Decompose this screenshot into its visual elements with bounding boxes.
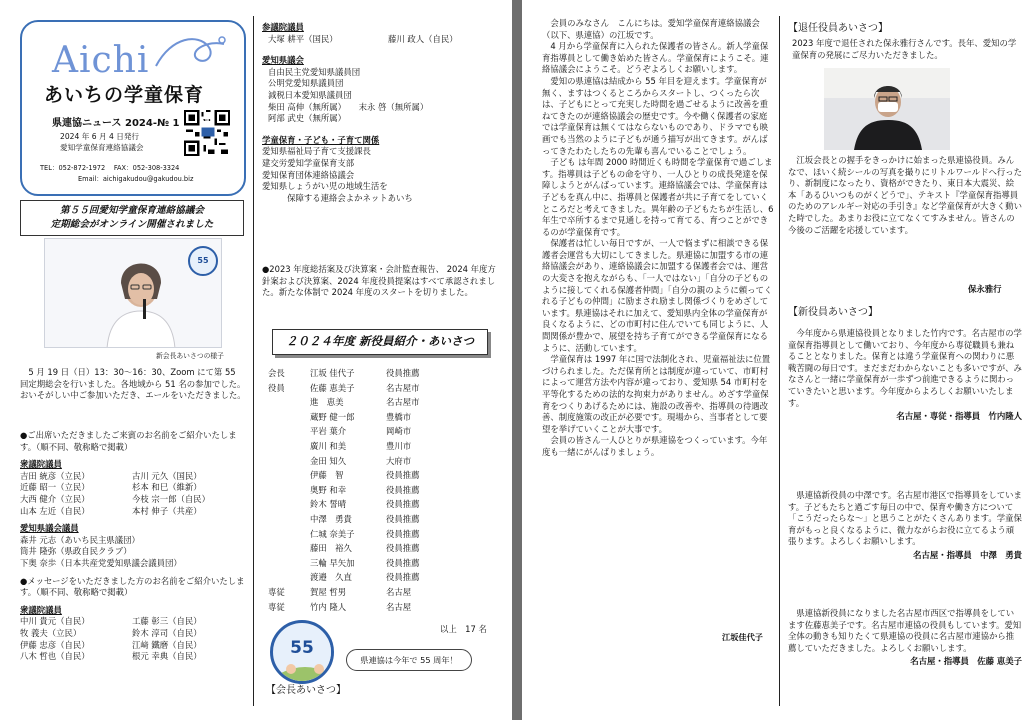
guest-name: 近藤 昭一（立民） — [20, 482, 90, 493]
messages-continued — [262, 22, 502, 204]
guest-name: 本村 伸子（共産） — [132, 505, 202, 516]
roster-row: 藤田 裕久 役員推薦 — [310, 543, 420, 554]
intro-text: 5 月 19 日（日）13：30～16：30、Zoom にて第 55 回定期総会を行いました。各地域から 51 名の参加でした。おいそがしい中ご参加いただき、エールをいただきました。 — [20, 367, 246, 401]
guests-section — [20, 430, 246, 663]
message-line: 柴田 高伸（無所属） 末永 啓（無所属） — [268, 101, 429, 112]
greeting-text: 今年度から県連協役員となりました竹内です。名古屋市の学童保育指導員として働いており、今年度から専従職員も兼ねることとなりました。保育とは違う学童保育への関わりに悪戦苦闘の毎日です。まだまだわからないことも多いですが、みなさんと一緒に学童保育が一歩ずつ前進できるように関わっていきたいと思います。今年度からよろしくお願いいたします。 — [788, 328, 1022, 408]
chair-greeting-head: 【会長あいさつ】 — [266, 685, 346, 696]
guest-name: 古川 元久（国民） — [132, 470, 202, 481]
message-line: 建交労愛知学童保育支部 — [262, 157, 355, 168]
guest-name: 今枝 宗一郎（自民） — [132, 493, 211, 504]
headline-line-1: 第５５回愛知学童保育連絡協議会 — [60, 205, 204, 216]
headline-line-2: 定期総会がオンライン開催されました — [50, 218, 214, 230]
greeting-signature: 名古屋・指導員 中澤 勇貴 — [913, 549, 1022, 560]
retiring-signature: 保永雅行 — [968, 284, 1002, 294]
roster-row: 奥野 和幸 役員推薦 — [310, 484, 420, 495]
chair-signature: 江坂佳代子 — [722, 632, 763, 642]
messages-upper-house-list — [262, 34, 502, 46]
right-page — [522, 0, 1029, 720]
guests-pref-list — [20, 535, 246, 570]
intro-paragraph — [20, 367, 246, 402]
message-name: 鈴木 淳司（自民） — [132, 627, 202, 638]
roster-row: 役員 佐藤 恵美子 名古屋市 — [268, 382, 420, 393]
newsletter-title: あいちの学童保育 — [44, 84, 205, 106]
roster-row: 平岩 葉介 岡崎市 — [310, 426, 412, 437]
roster-row: 専従 竹内 隆人 名古屋 — [268, 601, 412, 612]
roster-row: 蔵野 健一郎 豊橋市 — [310, 411, 412, 422]
guests-lower-house-head: 衆議院議員 — [20, 459, 62, 470]
roster-row: 中澤 勇貴 役員推薦 — [310, 513, 420, 524]
speech-bubble: 県連協は今年で 55 周年！ — [346, 649, 472, 671]
retiring-text: 江坂会長との握手をきっかけに始まった県連協役員。みんなで、ほいく続シールの写真を撮りにリトルワールドへ行ったり、新制度になったり、資格ができたり、東日本大震災、絵本「あるひいつものがくどうで」、テキスト『学童保育指導員のためのアレルギー対応の手引き』など学童保育が大きく動いた時でした。あまりお役に立てなくてすみません。皆さんの今後のご活躍を応援しています。 — [788, 155, 1022, 235]
publisher: 愛知学童保育連絡協議会 — [60, 143, 144, 152]
anniversary-badge — [270, 620, 334, 684]
message-name: 中川 貴元（自民） — [20, 616, 90, 627]
guests-lower-house-list — [20, 471, 246, 517]
greeting-signature: 名古屋・専従・指導員 竹内隆人 — [896, 411, 1022, 422]
new-officer-greeting — [788, 490, 1022, 562]
guest-name: 筒井 隆弥（県政自民クラブ） — [20, 546, 132, 557]
new-officer-greeting — [788, 608, 1022, 668]
photo-caption: 新会長あいさつの様子 — [156, 352, 224, 360]
messages-lower-house-head: 衆議院議員 — [20, 604, 62, 615]
retiring-photo — [824, 68, 950, 150]
guest-name: 山本 左近（自民） — [20, 505, 90, 516]
message-name: 藤川 政人（自民） — [388, 33, 458, 44]
roster-row: 廣川 和美 豊川市 — [310, 440, 412, 451]
message-line: 保障する連絡会よかネットあいち — [262, 192, 413, 203]
messages-childcare-head: 学童保育・子ども・子育て関係 — [262, 134, 380, 145]
greeting-paragraph: 保護者は忙しい毎日ですが、一人で悩まずに相談できる保護者会運営も大切にしてきました。県連協に加盟する市の連絡協議会があり、連絡協議会に加盟する保護者会では、運営の大変さを抱えながらも、「一人ではない」「自分の子どものように接してくれる保護者仲間」「自分の親のように頼ってくれる子どもの仲間」に励まされ励まし関係づくりをめざしています。県連協はそれに加えて、愛知県内全体の学童保育が良くなるように、どの市町村に住んでいても同じように、人間関係が豊かで、展望を持ち子育てができる学童保育になるように、活動しています。 — [542, 238, 773, 353]
issue-date: 2024 年 6 月 4 日発行 — [60, 132, 140, 141]
roster-row: 金田 知久 大府市 — [310, 455, 412, 466]
messages-intro: ●メッセージをいただきました方のお名前をご紹介いたします。（順不同、敬称略で掲載） — [20, 575, 245, 598]
new-officer-greeting — [788, 328, 1022, 423]
issue-number: 県連協ニュース 2024-№ 1 — [52, 118, 180, 129]
messages-pref-head: 愛知県議会 — [262, 55, 304, 66]
new-officers-head: 【新役員あいさつ】 — [788, 307, 878, 318]
message-line: 減税日本愛知県議員団 — [268, 89, 352, 100]
message-line: 公明党愛知県議員団 — [268, 78, 344, 89]
roster-total: 以上 17 名 — [440, 624, 487, 634]
messages-pref-list — [262, 67, 502, 125]
guest-name: 森井 元志（あいち民主県議団） — [20, 534, 140, 545]
guest-name: 杉本 和巳（維新） — [132, 482, 202, 493]
message-name: 江﨑 鐵磨（自民） — [132, 639, 202, 650]
greeting-paragraph: 学童保育は 1997 年に国で法制化され、児童福祉法に位置づけられました。ただ保育所とは制度が違っていて、市町村によって運営方法や内容が違っており、愛知県 54 市町村を平等化するための法的な拘束力がありません。めざす学童保育をつくりあげるためには、施設の改善や、指導員の待遇改善、制度施策の改正が必要です。現場から、当事者として要望を挙げていくことが大事です。 — [542, 354, 771, 434]
contact-email: Email：aichigakudou@gakudou.biz — [78, 175, 194, 183]
message-name: 伊藤 忠彦（自民） — [20, 639, 90, 650]
guest-name: 大西 健介（立民） — [20, 493, 90, 504]
retiring-body — [788, 155, 1022, 236]
message-line: 自由民主党愛知県議員団 — [268, 66, 361, 77]
roster-row: 鈴木 誓晴 役員推薦 — [310, 499, 420, 510]
budget-note: ●2023 年度総括案及び決算案・会計監査報告、 2024 年度方針案および決算案、2024 年度役員提案はすべて承認されました。新たな体制で 2024 年度のスタートを切りました。 — [262, 264, 496, 298]
officer-roster — [268, 368, 496, 616]
zoom-meeting-photo — [44, 238, 222, 348]
guest-name: 下奥 奈歩（日本共産党愛知県議会議員団） — [20, 557, 182, 568]
roster-row: 専従 賀屋 哲男 名古屋 — [268, 586, 412, 597]
badge-number: 55 — [290, 638, 314, 658]
roster-row: 会長 江坂 佳代子 役員推薦 — [268, 368, 420, 378]
headline-box — [20, 200, 244, 236]
guest-name: 吉田 統彦（立民） — [20, 470, 90, 481]
greeting-paragraph: 子ども は年間 2000 時間近くも時間を学童保育で過ごします。指導員は子どもの命を守り、一人ひとりの成長発達を保障しようとがんばっています。連絡協議会では、学童保育は子どもを真ん中に、指導員と保護者が共に子育てをしていくところだと考えてきました。異年齢の子どもたちが生活し、6 年生で卒所するまで見通しを持って育てる、育つことができるのが学童保育です。 — [542, 157, 774, 237]
roster-row: 三輪 早矢加 役員推薦 — [310, 557, 420, 568]
column-divider — [779, 16, 780, 706]
roster-row: 渡邉 久直 役員推薦 — [310, 572, 420, 583]
left-page — [0, 0, 512, 720]
message-name: 工藤 彰三（自民） — [132, 616, 202, 627]
messages-lower-house-list — [20, 616, 246, 662]
retiring-intro: 2023 年度で退任された保永雅行さんです。長年、愛知の学童保育の発展にご尽力いただきました。 — [792, 38, 1017, 60]
photo-badge-number: 55 — [197, 256, 209, 265]
qr-code-icon[interactable] — [184, 110, 230, 156]
message-name: 大塚 耕平（国民） — [268, 33, 338, 44]
logo-text: Aichi — [52, 40, 150, 81]
logo-swirl-icon — [152, 32, 232, 76]
roster-title: ２０２４年度 新役員紹介・あいさつ — [272, 329, 488, 355]
message-name: 牧 義夫（立民） — [20, 627, 82, 638]
qr-caption: 県連協 — [199, 118, 215, 124]
guests-intro: ●ご出席いただきましたご来賓のお名前をご紹介いたします。（順不同、敬称略で掲載） — [20, 430, 237, 452]
greeting-text: 県連協新役員になりました名古屋市西区で指導員をしています佐藤恵美子です。名古屋市連協の役員もしています。愛知全体の動きも知りたくて県連協の役員に名古屋市連協から推薦していただきました。よろしくお願いします。 — [788, 608, 1022, 653]
message-name: 根元 幸典（自民） — [132, 651, 202, 662]
masthead — [20, 20, 246, 196]
column-divider — [253, 16, 254, 706]
greeting-paragraph: 会員のみなさん こんにちは。愛知学童保育連絡協議会（以下、県連協）の江坂です。 — [542, 18, 760, 40]
guests-pref-head: 愛知県議会議員 — [20, 523, 79, 534]
roster-row: 伊藤 智 役員推薦 — [310, 470, 420, 481]
chair-greeting — [542, 18, 774, 459]
message-line: 愛知県しょうがい児の地域生活を — [262, 181, 388, 192]
contact-phone-fax: TEL：052-872-1972 FAX：052-308-3324 — [40, 164, 180, 172]
messages-upper-house-head: 参議院議員 — [262, 22, 304, 32]
greeting-signature: 名古屋・指導員 佐藤 恵美子 — [910, 656, 1022, 667]
message-line: 愛知県福祉局子育て支援課長 — [262, 146, 371, 157]
retiring-head: 【退任役員あいさつ】 — [788, 23, 888, 34]
greeting-paragraph: 4 月から学童保育に入られた保護者の皆さん。新人学童保育指導員として働き始めた皆さん。学童保育にようこそ。連絡協議会にようこそ。どうぞよろしくお願いします。 — [542, 41, 769, 75]
greeting-paragraph: 会員の皆さん一人ひとりが県連協をつくっています。今年度も一緒にがんばりましょう。 — [542, 435, 768, 457]
message-line: 阿部 武史（無所属） — [268, 113, 347, 124]
greeting-paragraph: 愛知の県連協は結成から 55 年目を迎えます。学童保育が無く、ますはつくるところからスタートし、つくったら次は、子どもにとって充実した時間を過ごせるように改善を重ねてきたのが連絡協議会の歴史です。今や働く保護者の家庭では学童保育は無くてはならないものであり、ドラマでも映画でも当然のように子どもが通う描写が出てきます。がんばってきたわたしたちの先輩も喜んでいることでしょう。 — [542, 75, 769, 156]
message-line: 愛知保育団体連絡協議会 — [262, 169, 355, 180]
roster-row: 仁城 奈美子 役員推薦 — [310, 528, 420, 539]
roster-row: 進 恵美 名古屋市 — [310, 397, 420, 408]
retiring-person-photo-icon — [824, 68, 950, 150]
messages-childcare-list — [262, 146, 502, 204]
message-name: 八木 哲也（自民） — [20, 651, 90, 662]
greeting-text: 県連協新役員の中澤です。名古屋市港区で指導員をしています。子どもたちと過ごす毎日の中で、保育や働き方について「こうだったらな～」と思うことがたくさんあります。学童保育がもっと良くなるように、微力ながらお役に立てるよう頑張ります。よろしくお願いします。 — [788, 490, 1022, 547]
